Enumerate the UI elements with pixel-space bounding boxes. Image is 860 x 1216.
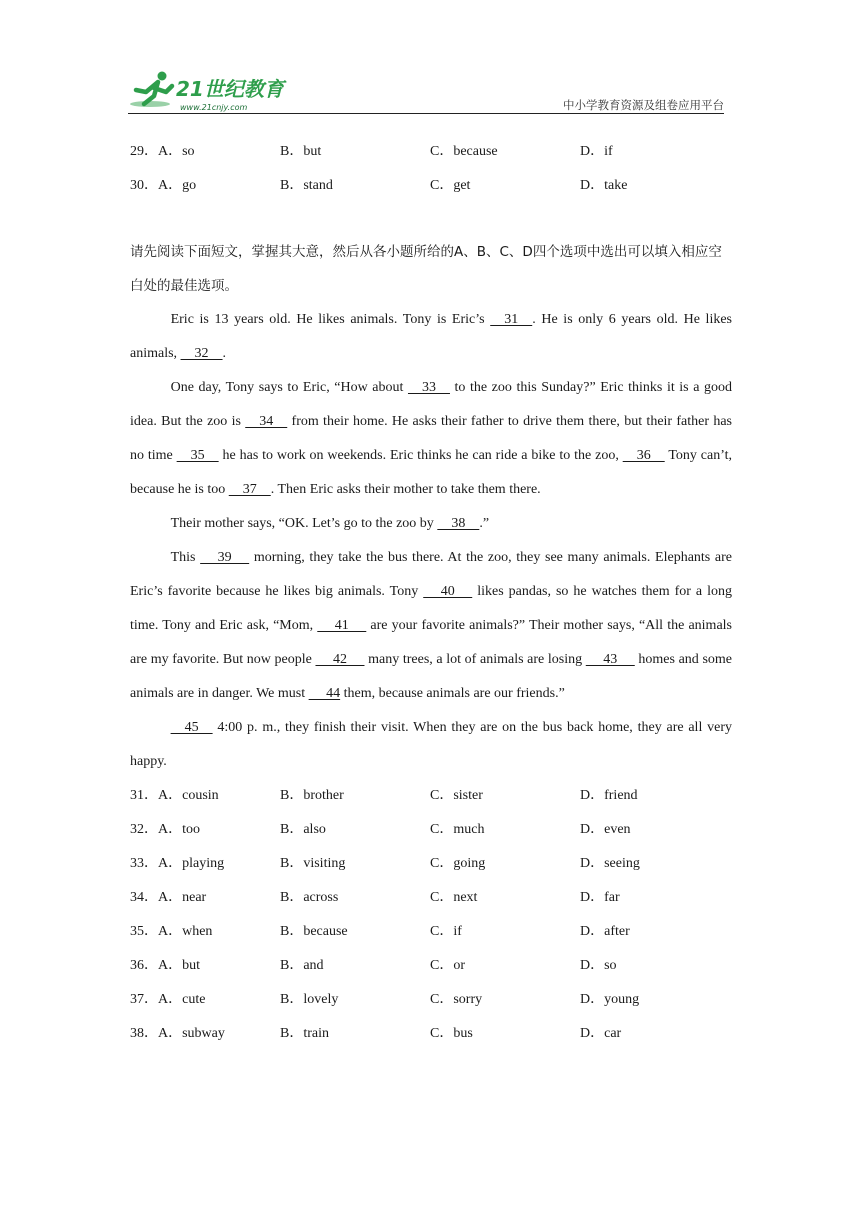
- runner-logo-icon: [130, 72, 172, 108]
- option-c: C．if: [430, 924, 462, 939]
- blank-39: 39: [200, 550, 250, 565]
- option-c: C．or: [430, 958, 465, 973]
- blank-43: 43: [585, 652, 635, 667]
- option-c: C．sorry: [430, 992, 483, 1007]
- option-c: C．get: [430, 178, 471, 193]
- blank-45: 45: [170, 720, 213, 735]
- blank-40: 40: [423, 584, 473, 599]
- question-row-38: [130, 1017, 732, 1051]
- option-b: B．also: [280, 822, 326, 837]
- header-tagline: 中小学教育资源及组卷应用平台: [563, 98, 724, 112]
- option-b: B．brother: [280, 788, 344, 803]
- question-row-37: [130, 983, 732, 1017]
- logo: [128, 66, 298, 114]
- question-row-34: [130, 881, 732, 915]
- passage-paragraph-4: This 39 morning, they take the bus there. At the zoo, they see many animals. Elephants are Eric’s favorite because he likes big animals. Tony 40 likes pandas, so he watches them for a long time. Tony and Eric ask, “Mom, 41 are your favorite animals?” Their mother says, “All the animals are my favorite. But now people 42 many trees, a lot of animals are losing 43 homes and some animals are in danger. We must 44 them, because animals are our friends.”: [130, 541, 732, 711]
- option-d: D．young: [580, 992, 640, 1007]
- blank-32: 32: [180, 346, 223, 361]
- option-a: 34．A．near: [130, 890, 207, 905]
- option-d: D．car: [580, 1026, 622, 1041]
- option-a: 36．A．but: [130, 958, 200, 973]
- option-d: D．friend: [580, 788, 638, 803]
- option-a: 30．A．go: [130, 178, 197, 193]
- option-a: 38．A．subway: [130, 1026, 225, 1041]
- passage-paragraph-2: One day, Tony says to Eric, “How about 33 to the zoo this Sunday?” Eric thinks it is a good idea. But the zoo is 34 from their home. He asks their father to drive them there, but their father has no time 35 he has to work on weekends. Eric thinks he can ride a bike to the zoo, 36 Tony can’t, because he is too 37 . Then Eric asks their mother to take them there.: [130, 371, 732, 507]
- option-c: C．next: [430, 890, 478, 905]
- question-row-33: [130, 847, 732, 881]
- blank-31: 31: [490, 312, 533, 327]
- instruction-text: 请先阅读下面短文，掌握其大意，然后从各小题所给的A、B、C、D四个选项中选出可以填入相应空白处的最佳选项。: [130, 244, 722, 294]
- option-d: D．far: [580, 890, 620, 905]
- logo-text: 21世纪教育: [176, 77, 284, 101]
- question-options-list: [130, 779, 732, 1051]
- blank-36: 36: [622, 448, 665, 463]
- option-c: C．much: [430, 822, 485, 837]
- option-b: B．train: [280, 1026, 329, 1041]
- header-divider: [128, 113, 724, 114]
- question-row-30: [130, 169, 732, 203]
- option-d: D．seeing: [580, 856, 640, 871]
- option-b: B．lovely: [280, 992, 339, 1007]
- option-d: D．if: [580, 144, 613, 159]
- blank-42: 42: [315, 652, 365, 667]
- passage-paragraph-3: Their mother says, “OK. Let’s go to the zoo by 38 .”: [130, 507, 732, 541]
- option-a: 29．A．so: [130, 144, 195, 159]
- question-row-36: [130, 949, 732, 983]
- blank-38: 38: [437, 516, 480, 531]
- page-header: [128, 66, 724, 114]
- blank-35: 35: [176, 448, 219, 463]
- logo-url-text: www.21cnjy.com: [180, 103, 248, 112]
- option-b: B．across: [280, 890, 339, 905]
- option-a: 31．A．cousin: [130, 788, 219, 803]
- question-row-31: [130, 779, 732, 813]
- option-b: B．stand: [280, 178, 333, 193]
- blank-44: 44: [308, 686, 341, 701]
- option-d: D．even: [580, 822, 631, 837]
- option-b: B．because: [280, 924, 348, 939]
- option-d: D．after: [580, 924, 630, 939]
- option-c: C．sister: [430, 788, 483, 803]
- option-d: D．take: [580, 178, 628, 193]
- blank-41: 41: [317, 618, 367, 633]
- option-a: 35．A．when: [130, 924, 213, 939]
- option-b: B．but: [280, 144, 322, 159]
- question-row-35: [130, 915, 732, 949]
- blank-33: 33: [407, 380, 450, 395]
- option-b: B．and: [280, 958, 324, 973]
- passage-paragraph-5: 45 4:00 p. m., they finish their visit. When they are on the bus back home, they are all very happy.: [130, 711, 732, 779]
- question-row-29: [130, 135, 732, 169]
- blank-37: 37: [228, 482, 271, 497]
- page-content: [130, 135, 732, 1051]
- option-b: B．visiting: [280, 856, 346, 871]
- option-c: C．because: [430, 144, 498, 159]
- option-a: 32．A．too: [130, 822, 200, 837]
- option-a: 33．A．playing: [130, 856, 225, 871]
- passage-paragraph-1: Eric is 13 years old. He likes animals. Tony is Eric’s 31 . He is only 6 years old. He likes animals, 32 .: [130, 303, 732, 371]
- option-c: C．bus: [430, 1026, 473, 1041]
- option-a: 37．A．cute: [130, 992, 206, 1007]
- question-row-32: [130, 813, 732, 847]
- option-d: D．so: [580, 958, 617, 973]
- option-c: C．going: [430, 856, 486, 871]
- blank-34: 34: [245, 414, 288, 429]
